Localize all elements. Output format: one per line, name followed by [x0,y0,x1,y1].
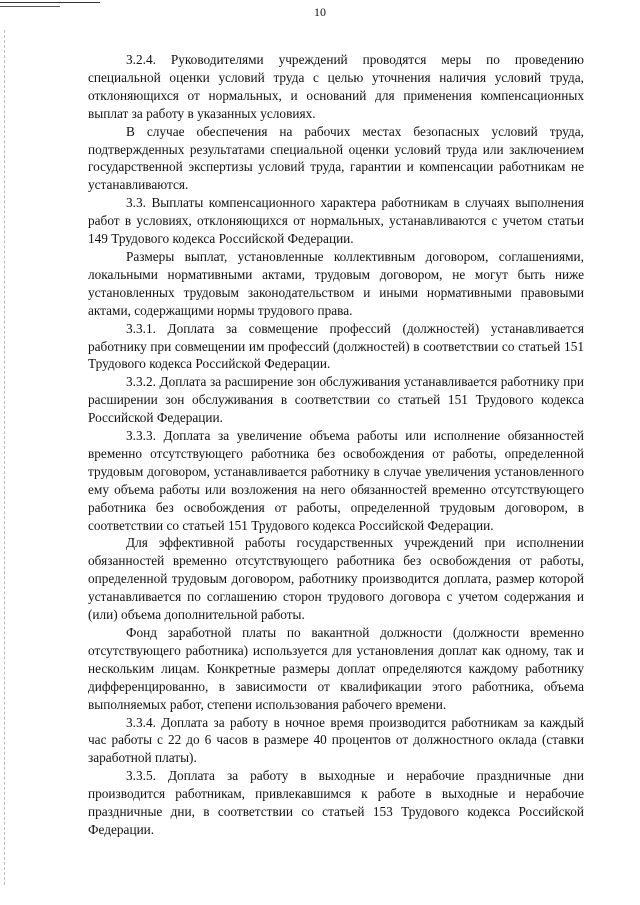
scan-artifact-line [0,2,100,3]
paragraph-safe-conditions: В случае обеспечения на рабочих местах безопасных условий труда, подтвержденных результатами специальной оценки условий труда или заключением государственной экспертизы условий труда, гарантии и компенсации работникам не устанавливаются. [88,123,584,193]
paragraph-3-3-1: 3.3.1. Доплата за совмещение профессий (должностей) устанавливается работнику при совмещении им профессий (должностей) в соответствии со статьей 151 Трудового кодекса Российской Федерации. [88,320,584,372]
document-body [88,51,584,839]
paragraph-salary-fund: Фонд заработной платы по вакантной должности (должности временно отсутствующего работника) используется для установления доплат как одному, так и нескольким лицам. Конкретные размеры доплат определяются каждому работнику дифференцированно, в зависимости от квалификации этого работника, объема выполняемых работ, степени использования рабочего времени. [88,625,584,712]
paragraph-payment-sizes: Размеры выплат, установленные коллективным договором, соглашениями, локальными нормативными актами, трудовым договором, не могут быть ниже установленных трудовым законодательством и иными нормативными правовыми актами, содержащими нормы трудового права. [88,248,584,318]
paragraph-3-3-5: 3.3.5. Доплата за работу в выходные и нерабочие праздничные дни производится работникам, привлекавшимся к работе в выходные и нерабочие праздничные дни, в соответствии со статьей 153 Трудового кодекса Российской Федерации. [88,768,584,837]
paragraph-3-3-4: 3.3.4. Доплата за работу в ночное время производится работникам за каждый час работы с 22 до 6 часов в размере 40 процентов от должностного оклада (ставки заработной платы). [88,714,584,766]
paragraph-3-3-2: 3.3.2. Доплата за расширение зон обслуживания устанавливается работнику при расширении зон обслуживания в соответствии со статьей 151 Трудового кодекса Российской Федерации. [88,374,584,426]
paragraph-3-3-3: 3.3.3. Доплата за увеличение объема работы или исполнение обязанностей временно отсутствующего работника без освобождения от работы, определенной трудовым договором, устанавливается работнику в случае увеличения установленного ему объема работы или возложения на него обязанностей временно отсутствующего работника без освобождения от работы, определенной трудовым договором, в соответствии со статьей 151 Трудового кодекса Российской Федерации. [88,428,584,533]
page-number: 10 [314,5,326,19]
scan-binding-edge [4,30,5,885]
paragraph-3-2-4: 3.2.4. Руководителями учреждений проводятся меры по проведению специальной оценки условий труда с целью уточнения наличия условий труда, отклоняющихся от нормальных, и оснований для применения компенсационных выплат за работу в указанных условиях. [88,52,584,121]
paragraph-3-3: 3.3. Выплаты компенсационного характера работникам в случаях выполнения работ в условиях, отклоняющихся от нормальных, устанавливаются с учетом статьи 149 Трудового кодекса Российской Федерации. [88,195,584,247]
paragraph-effective-work: Для эффективной работы государственных учреждений при исполнении обязанностей временно отсутствующего работника без освобождения от работы, определенной трудовым договором, работнику производится доплата, размер которой устанавливается по соглашению сторон трудового договора с учетом содержания и (или) объема дополнительной работы. [88,535,584,623]
